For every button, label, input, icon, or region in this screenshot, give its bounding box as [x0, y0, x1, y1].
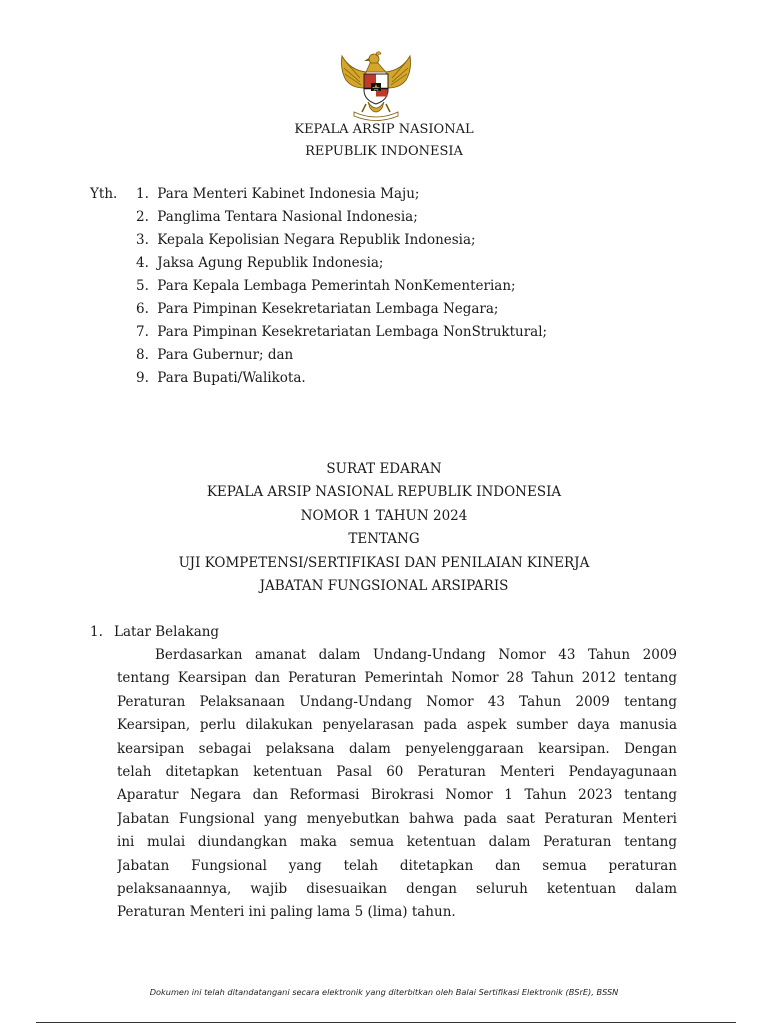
institution-country: REPUBLIK INDONESIA	[305, 144, 463, 159]
paragraph-line: tentang Kearsipan dan Peraturan Pemerintah Nomor 28 Tahun 2012 tentang	[117, 670, 677, 687]
recipient-item	[136, 370, 547, 393]
institution-name: KEPALA ARSIP NASIONAL	[294, 122, 474, 137]
recipient-text: Panglima Tentara Nasional Indonesia;	[157, 209, 418, 225]
footer-divider	[36, 1022, 736, 1023]
garuda-emblem-icon	[336, 50, 416, 122]
section-title: Latar Belakang	[114, 624, 220, 640]
recipient-text: Para Bupati/Walikota.	[157, 370, 306, 386]
paragraph-line: kearsipan sebagai pelaksana dalam penyelenggaraan kearsipan. Dengan	[117, 740, 677, 757]
recipient-number: 7.	[136, 324, 149, 340]
recipient-number: 2.	[136, 209, 149, 225]
title-line: TENTANG	[348, 531, 420, 548]
recipient-list	[136, 186, 547, 393]
document-title	[0, 461, 768, 601]
paragraph-line: pelaksanaannya, wajib disesuaikan dengan seluruh ketentuan dalam	[117, 880, 677, 897]
paragraph-line: Kearsipan, perlu dilakukan penyelarasan pada aspek sumber daya manusia	[117, 717, 677, 734]
recipient-number: 6.	[136, 301, 149, 317]
paragraph-line: Peraturan Pelaksanaan Undang-Undang Nomor 43 Tahun 2009 tentang	[117, 693, 677, 710]
section-heading	[90, 624, 219, 640]
title-line: UJI KOMPETENSI/SERTIFIKASI DAN PENILAIAN KINERJA	[178, 554, 590, 571]
recipient-number: 8.	[136, 347, 149, 363]
recipient-item	[136, 232, 547, 255]
recipient-text: Para Kepala Lembaga Pemerintah NonKementerian;	[157, 278, 516, 294]
title-line: SURAT EDARAN	[326, 461, 442, 477]
paragraph-line: Jabatan Fungsional yang telah ditetapkan dan semua peraturan	[117, 857, 677, 874]
recipient-number: 3.	[136, 232, 149, 248]
recipient-item	[136, 278, 547, 301]
title-line: JABATAN FUNGSIONAL ARSIPARIS	[259, 577, 509, 594]
recipient-number: 4.	[136, 255, 149, 271]
recipient-number: 5.	[136, 278, 149, 294]
paragraph-line: Jabatan Fungsional yang menyebutkan bahwa pada saat Peraturan Menteri	[117, 810, 677, 827]
recipient-text: Para Gubernur; dan	[157, 347, 294, 363]
e-signature-note: Dokumen ini telah ditandatangani secara elektronik yang diterbitkan oleh Balai Sertifikasi Elektronik (BSrE), BSSN	[149, 987, 619, 997]
recipient-text: Kepala Kepolisian Negara Republik Indonesia;	[157, 232, 476, 248]
recipient-number: 9.	[136, 370, 149, 386]
recipient-number: 1.	[136, 186, 149, 202]
recipient-text: Para Menteri Kabinet Indonesia Maju;	[157, 186, 420, 202]
recipient-text: Para Pimpinan Kesekretariatan Lembaga Negara;	[157, 301, 499, 317]
paragraph-line: ini mulai diundangkan maka semua ketentuan dalam Peraturan tentang	[117, 834, 677, 851]
paragraph-line: Peraturan Menteri ini paling lama 5 (lima) tahun.	[117, 904, 456, 921]
title-line: NOMOR 1 TAHUN 2024	[300, 507, 468, 524]
recipient-item	[136, 255, 547, 278]
recipient-item	[136, 209, 547, 232]
recipient-item	[136, 347, 547, 370]
addressee-label: Yth.	[90, 186, 118, 202]
recipient-text: Jaksa Agung Republik Indonesia;	[157, 255, 384, 271]
section-number: 1.	[90, 624, 103, 640]
recipient-item	[136, 324, 547, 347]
paragraph-line: telah ditetapkan ketentuan Pasal 60 Peraturan Menteri Pendayagunaan	[117, 763, 677, 780]
recipient-item	[136, 301, 547, 324]
paragraph-line: Berdasarkan amanat dalam Undang-Undang Nomor 43 Tahun 2009	[155, 647, 677, 663]
title-line: KEPALA ARSIP NASIONAL REPUBLIK INDONESIA	[206, 484, 562, 501]
body-paragraph	[117, 647, 677, 928]
recipient-text: Para Pimpinan Kesekretariatan Lembaga NonStruktural;	[157, 324, 548, 340]
paragraph-line: Aparatur Negara dan Reformasi Birokrasi Nomor 1 Tahun 2023 tentang	[117, 787, 677, 804]
recipient-item	[136, 186, 547, 209]
